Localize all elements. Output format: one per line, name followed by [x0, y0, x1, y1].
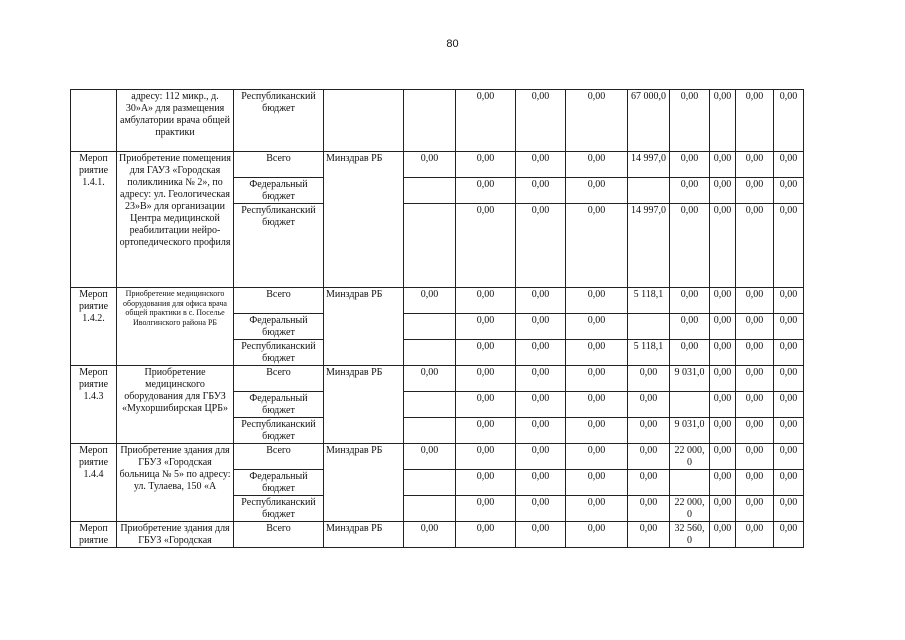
- value-cell: 0,00: [566, 152, 628, 178]
- measure-name-cell: Приобретение здания для ГБУЗ «Городская: [117, 522, 234, 548]
- funding-source-cell: Республиканский бюджет: [234, 418, 324, 444]
- table-row: [71, 90, 804, 152]
- value-cell: [404, 204, 456, 288]
- value-cell: 0,00: [710, 178, 736, 204]
- value-cell: [404, 90, 456, 152]
- value-cell: 0,00: [774, 444, 804, 470]
- value-cell: 0,00: [774, 496, 804, 522]
- value-cell: 0,00: [628, 522, 670, 548]
- value-cell: 0,00: [516, 152, 566, 178]
- value-cell: 0,00: [736, 288, 774, 314]
- value-cell: 0,00: [736, 496, 774, 522]
- value-cell: [404, 178, 456, 204]
- funding-source-cell: Республиканский бюджет: [234, 496, 324, 522]
- measure-cell: Мероп риятие: [71, 522, 117, 548]
- value-cell: 0,00: [566, 366, 628, 392]
- value-cell: 0,00: [774, 392, 804, 418]
- value-cell: 0,00: [736, 204, 774, 288]
- value-cell: 5 118,1: [628, 340, 670, 366]
- value-cell: 0,00: [736, 418, 774, 444]
- value-cell: 5 118,1: [628, 288, 670, 314]
- budget-table: [70, 89, 804, 548]
- value-cell: 14 997,0: [628, 204, 670, 288]
- value-cell: 0,00: [404, 366, 456, 392]
- funding-source-cell: Всего: [234, 288, 324, 314]
- value-cell: 0,00: [566, 522, 628, 548]
- measure-cell: Мероп риятие 1.4.3: [71, 366, 117, 444]
- value-cell: 0,00: [404, 444, 456, 470]
- value-cell: 0,00: [566, 314, 628, 340]
- value-cell: [404, 314, 456, 340]
- value-cell: 0,00: [670, 288, 710, 314]
- value-cell: 0,00: [710, 522, 736, 548]
- value-cell: 0,00: [566, 418, 628, 444]
- value-cell: 0,00: [774, 366, 804, 392]
- value-cell: 0,00: [456, 392, 516, 418]
- value-cell: 9 031,0: [670, 418, 710, 444]
- funding-source-cell: Всего: [234, 152, 324, 178]
- value-cell: 0,00: [710, 392, 736, 418]
- value-cell: 0,00: [516, 392, 566, 418]
- value-cell: 0,00: [628, 444, 670, 470]
- funding-source-cell: Федеральный бюджет: [234, 470, 324, 496]
- value-cell: 0,00: [566, 470, 628, 496]
- value-cell: 0,00: [774, 204, 804, 288]
- value-cell: 0,00: [670, 178, 710, 204]
- value-cell: 14 997,0: [628, 152, 670, 178]
- value-cell: 0,00: [456, 444, 516, 470]
- value-cell: 0,00: [628, 392, 670, 418]
- table-row: [71, 366, 804, 392]
- value-cell: [628, 314, 670, 340]
- value-cell: 0,00: [774, 288, 804, 314]
- value-cell: 0,00: [566, 204, 628, 288]
- value-cell: 0,00: [736, 314, 774, 340]
- value-cell: 0,00: [774, 314, 804, 340]
- value-cell: 0,00: [516, 444, 566, 470]
- value-cell: 0,00: [710, 366, 736, 392]
- value-cell: [404, 496, 456, 522]
- value-cell: 0,00: [516, 522, 566, 548]
- value-cell: 0,00: [456, 288, 516, 314]
- value-cell: [670, 470, 710, 496]
- value-cell: 0,00: [628, 496, 670, 522]
- value-cell: 0,00: [670, 152, 710, 178]
- value-cell: 0,00: [710, 152, 736, 178]
- value-cell: 0,00: [710, 90, 736, 152]
- value-cell: 0,00: [516, 204, 566, 288]
- value-cell: 0,00: [566, 90, 628, 152]
- value-cell: 0,00: [710, 288, 736, 314]
- value-cell: 0,00: [710, 314, 736, 340]
- value-cell: 0,00: [774, 90, 804, 152]
- value-cell: 0,00: [456, 522, 516, 548]
- value-cell: [404, 340, 456, 366]
- measure-name-cell: Приобретение медицинского оборудования для ГБУЗ «Мухоршибирская ЦРБ»: [117, 366, 234, 444]
- table-row: [71, 444, 804, 470]
- measure-name-cell: Приобретение помещения для ГАУЗ «Городская поликлиника № 2», по адресу: ул. Геологическая 23»В» для организации Центра медицинской реабилитации нейро-ортопедического профиля: [117, 152, 234, 288]
- value-cell: 0,00: [774, 470, 804, 496]
- value-cell: [404, 418, 456, 444]
- value-cell: [670, 392, 710, 418]
- value-cell: 0,00: [710, 204, 736, 288]
- executor-cell: Минздрав РБ: [324, 366, 404, 444]
- measure-name-cell: адресу: 112 микр., д. 30»А» для размещения амбулатории врача общей практики: [117, 90, 234, 152]
- measure-cell: Мероп риятие 1.4.1.: [71, 152, 117, 288]
- value-cell: [628, 178, 670, 204]
- measure-name-cell: Приобретение здания для ГБУЗ «Городская больница № 5» по адресу: ул. Тулаева, 150 «А: [117, 444, 234, 522]
- value-cell: 0,00: [404, 152, 456, 178]
- value-cell: 0,00: [670, 90, 710, 152]
- value-cell: 0,00: [736, 470, 774, 496]
- value-cell: 0,00: [774, 340, 804, 366]
- value-cell: 0,00: [628, 418, 670, 444]
- value-cell: 0,00: [736, 366, 774, 392]
- value-cell: 0,00: [774, 522, 804, 548]
- value-cell: 0,00: [670, 204, 710, 288]
- value-cell: 0,00: [516, 288, 566, 314]
- value-cell: 0,00: [404, 288, 456, 314]
- value-cell: 0,00: [516, 470, 566, 496]
- value-cell: 0,00: [566, 392, 628, 418]
- value-cell: 0,00: [736, 444, 774, 470]
- value-cell: [404, 392, 456, 418]
- table-row: [71, 152, 804, 178]
- value-cell: 0,00: [774, 418, 804, 444]
- measure-cell: [71, 90, 117, 152]
- executor-cell: Минздрав РБ: [324, 288, 404, 366]
- value-cell: 0,00: [774, 152, 804, 178]
- value-cell: 0,00: [736, 152, 774, 178]
- funding-source-cell: Федеральный бюджет: [234, 392, 324, 418]
- funding-source-cell: Всего: [234, 444, 324, 470]
- value-cell: 0,00: [456, 90, 516, 152]
- funding-source-cell: Всего: [234, 522, 324, 548]
- executor-cell: [324, 90, 404, 152]
- value-cell: 0,00: [456, 470, 516, 496]
- value-cell: 9 031,0: [670, 366, 710, 392]
- value-cell: 0,00: [710, 340, 736, 366]
- executor-cell: Минздрав РБ: [324, 152, 404, 288]
- funding-source-cell: Республиканский бюджет: [234, 90, 324, 152]
- value-cell: 0,00: [516, 418, 566, 444]
- funding-source-cell: Федеральный бюджет: [234, 178, 324, 204]
- value-cell: 0,00: [566, 340, 628, 366]
- value-cell: 0,00: [456, 314, 516, 340]
- value-cell: 0,00: [710, 470, 736, 496]
- value-cell: 0,00: [456, 152, 516, 178]
- value-cell: 0,00: [456, 366, 516, 392]
- funding-source-cell: Республиканский бюджет: [234, 204, 324, 288]
- value-cell: 0,00: [710, 418, 736, 444]
- measure-cell: Мероп риятие 1.4.2.: [71, 288, 117, 366]
- value-cell: 0,00: [670, 314, 710, 340]
- funding-source-cell: Федеральный бюджет: [234, 314, 324, 340]
- value-cell: 0,00: [566, 496, 628, 522]
- table-row: [71, 288, 804, 314]
- executor-cell: Минздрав РБ: [324, 522, 404, 548]
- funding-source-cell: Всего: [234, 366, 324, 392]
- value-cell: 0,00: [710, 496, 736, 522]
- value-cell: 0,00: [566, 444, 628, 470]
- value-cell: 0,00: [404, 522, 456, 548]
- budget-table-body: [71, 90, 804, 548]
- page-number: 80: [446, 38, 459, 50]
- measure-cell: Мероп риятие 1.4.4: [71, 444, 117, 522]
- executor-cell: Минздрав РБ: [324, 444, 404, 522]
- value-cell: 0,00: [516, 178, 566, 204]
- value-cell: 0,00: [566, 178, 628, 204]
- value-cell: 67 000,0: [628, 90, 670, 152]
- value-cell: 0,00: [516, 366, 566, 392]
- table-row: [71, 522, 804, 548]
- value-cell: 0,00: [628, 366, 670, 392]
- value-cell: 0,00: [456, 178, 516, 204]
- value-cell: [404, 470, 456, 496]
- value-cell: 0,00: [456, 496, 516, 522]
- value-cell: 0,00: [736, 340, 774, 366]
- value-cell: 0,00: [628, 470, 670, 496]
- value-cell: 22 000, 0: [670, 496, 710, 522]
- value-cell: 0,00: [516, 496, 566, 522]
- value-cell: 0,00: [736, 392, 774, 418]
- value-cell: 0,00: [516, 340, 566, 366]
- funding-source-cell: Республиканский бюджет: [234, 340, 324, 366]
- value-cell: 32 560, 0: [670, 522, 710, 548]
- value-cell: 0,00: [736, 178, 774, 204]
- value-cell: 0,00: [566, 288, 628, 314]
- value-cell: 22 000, 0: [670, 444, 710, 470]
- value-cell: 0,00: [456, 340, 516, 366]
- value-cell: 0,00: [710, 444, 736, 470]
- value-cell: 0,00: [736, 90, 774, 152]
- value-cell: 0,00: [516, 90, 566, 152]
- value-cell: 0,00: [736, 522, 774, 548]
- value-cell: 0,00: [670, 340, 710, 366]
- measure-name-cell: Приобретение медицинского оборудования для офиса врача общей практики в с. Поселье Иволгинского района РБ: [117, 288, 234, 366]
- value-cell: 0,00: [456, 204, 516, 288]
- value-cell: 0,00: [456, 418, 516, 444]
- value-cell: 0,00: [516, 314, 566, 340]
- value-cell: 0,00: [774, 178, 804, 204]
